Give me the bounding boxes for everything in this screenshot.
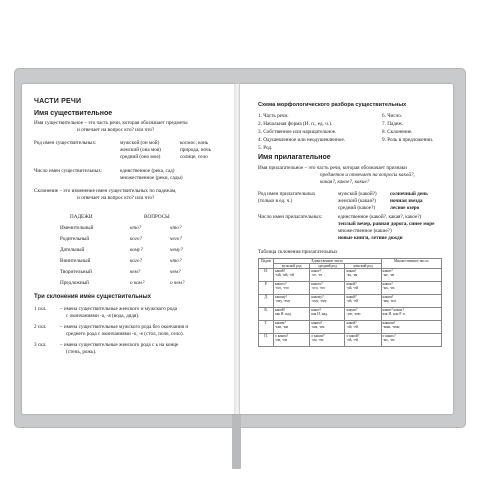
page-title: ЧАСТИ РЕЧИ bbox=[34, 98, 82, 105]
adj-gender-label: (только в ед. ч.) bbox=[258, 198, 293, 204]
case-name: Дательный bbox=[60, 247, 85, 253]
adj-gender-item: мужской (какой?) bbox=[338, 191, 377, 197]
three-declensions-heading: Три склонения имен существительных bbox=[34, 294, 151, 300]
table-row bbox=[259, 321, 442, 334]
table-cell-masc: какой? как И. над. bbox=[274, 308, 310, 321]
scheme-step: 2. Начальная форма (И. п., ед. ч.). bbox=[258, 121, 333, 127]
table-header-masc: мужской род bbox=[274, 264, 310, 269]
adj-number-example: теплый вечер, равная дорога, синее море bbox=[338, 221, 435, 227]
adj-gender-example: лесное озеро bbox=[390, 205, 420, 211]
declension-text: – имена существительные женского рода с ь на конце bbox=[60, 342, 179, 348]
declension-definition-line2: и отвечает на вопрос кто? или что? bbox=[77, 195, 155, 201]
table-cell-case: Т. bbox=[259, 321, 274, 334]
gender-item: женский (она моя) bbox=[120, 147, 161, 153]
number-item: множественное (реки, сады) bbox=[120, 175, 183, 181]
declension-definition-line1: Склонение – это изменение имен существительных по падежам, bbox=[34, 188, 177, 194]
table-cell-plural: о каких? -ых, -их bbox=[381, 334, 441, 347]
table-cell-fem: какой? -ой, -ей bbox=[345, 282, 381, 295]
gender-example: космос, конь bbox=[180, 140, 209, 146]
case-name: Творительный bbox=[60, 269, 92, 275]
noun-heading: Имя существительное bbox=[34, 110, 113, 117]
table-cell-neut: какое? -ое, -ее bbox=[310, 269, 345, 282]
table-cell-fem: о какой? -ой, -ей bbox=[345, 334, 381, 347]
table-cell-masc: каким? -ым, -им bbox=[274, 321, 310, 334]
case-question: чем? bbox=[170, 269, 181, 275]
gender-example: природа, ночь bbox=[180, 147, 211, 153]
scheme-step: 1. Часть речи. bbox=[258, 113, 289, 119]
table-cell-case: Р. bbox=[259, 282, 274, 295]
adjective-heading: Имя прилагательное bbox=[258, 154, 331, 161]
gender-example: солнце, село bbox=[180, 154, 208, 160]
left-page bbox=[22, 84, 235, 414]
table-cell-plural: какие? каких? как И. или Р. п. bbox=[381, 308, 441, 321]
declension-label: 1 скл. bbox=[34, 306, 47, 312]
table-cell-neut: какого? -ого, -его bbox=[310, 282, 345, 295]
declension-text: среднего рода с окончаниями -о, -е (стол, поле, село). bbox=[66, 331, 184, 337]
table-cell-plural: какими? -ыми, -ими bbox=[381, 321, 441, 334]
gender-item: мужской (он мой) bbox=[120, 140, 160, 146]
scheme-step: 6. Число. bbox=[382, 113, 403, 119]
case-question: что? bbox=[170, 258, 182, 264]
scheme-step: 5. Род. bbox=[258, 145, 273, 151]
table-header-singular: Единственное число bbox=[274, 259, 382, 264]
adjective-definition: предметов и отвечает на вопросы какой?, bbox=[320, 172, 415, 178]
table-row bbox=[259, 308, 442, 321]
table-cell-case: В. bbox=[259, 308, 274, 321]
adj-number-item: множественное (какие?) bbox=[338, 228, 392, 234]
table-cell-masc: какого? -ого, -его bbox=[274, 282, 310, 295]
adj-number-item: единственное (какой?, какая?, какое?) bbox=[338, 214, 422, 220]
case-question: кто? bbox=[130, 225, 142, 231]
case-name: Винительный bbox=[60, 258, 91, 264]
declension-label: 2 скл. bbox=[34, 324, 47, 330]
table-cell-fem: какой? -ой, -ей bbox=[345, 321, 381, 334]
right-page bbox=[240, 84, 453, 414]
case-name: Именительный bbox=[60, 225, 94, 231]
case-question: что? bbox=[170, 225, 182, 231]
declension-text: – имена существительные мужского рода без окончания и bbox=[60, 324, 189, 330]
case-question: кому? bbox=[130, 247, 143, 253]
scheme-step: 8. Склонение. bbox=[382, 129, 413, 135]
scheme-heading: Схема морфологического разбора существительных bbox=[258, 102, 407, 108]
table-row bbox=[259, 282, 442, 295]
table-row bbox=[259, 334, 442, 347]
adj-gender-example: ночная звезда bbox=[390, 198, 423, 204]
number-item: единственное (река, сад) bbox=[120, 168, 175, 174]
table-header-case: Падеж bbox=[259, 259, 274, 269]
table-cell-case: П. bbox=[259, 334, 274, 347]
table-cell-plural: какие? -ые, -ие bbox=[381, 269, 441, 282]
gender-label: Род имен существительных: bbox=[34, 140, 97, 146]
table-cell-masc: какому? -ому, -ему bbox=[274, 295, 310, 308]
questions-header: ВОПРОСЫ bbox=[144, 214, 170, 220]
table-cell-plural: каких? -ых, -их bbox=[381, 282, 441, 295]
number-label: Число имен существительных: bbox=[34, 168, 103, 174]
declension-table bbox=[258, 258, 442, 347]
case-question: о чем? bbox=[170, 280, 185, 286]
declension-text: с окончаниями -а, -я (вода, дядя). bbox=[66, 313, 140, 319]
adj-gender-item: средний (какое?) bbox=[338, 205, 376, 211]
table-cell-masc: какой? -ый, -ий, -ой bbox=[274, 269, 310, 282]
table-cell-plural: каким? -ым, -им bbox=[381, 295, 441, 308]
case-question: кого? bbox=[130, 236, 143, 242]
declension-text: – имена существительные женского и мужского рода bbox=[60, 306, 178, 312]
table-header-neut: средний род bbox=[310, 264, 345, 269]
declension-label: 3 скл. bbox=[34, 342, 47, 348]
adj-number-example: новые книги, летние дожди bbox=[338, 235, 403, 241]
case-question: кем? bbox=[130, 269, 141, 275]
table-title: Таблица склонения прилагательных bbox=[258, 249, 338, 255]
declension-text: (степь, рожь). bbox=[66, 349, 97, 355]
table-cell-fem: какая? -ая, -яя bbox=[345, 269, 381, 282]
adj-number-label: Число имен прилагательных: bbox=[258, 214, 323, 220]
table-cell-neut: какому? -ому, -ему bbox=[310, 295, 345, 308]
scheme-step: 3. Собственное или нарицательное. bbox=[258, 129, 337, 135]
gender-item: средний (оно мое) bbox=[120, 154, 161, 160]
adj-gender-item: женский (какая?) bbox=[338, 198, 376, 204]
table-cell-neut: о каком? -ом, -ем bbox=[310, 334, 345, 347]
adjective-definition: какая?, какое?, какие? bbox=[320, 179, 370, 185]
table-cell-case: И. bbox=[259, 269, 274, 282]
adjective-definition: Имя прилагательное – это часть речи, которая обозначает признаки bbox=[258, 165, 407, 171]
table-cell-neut: каким? -ым, -им bbox=[310, 321, 345, 334]
adj-gender-example: солнечный день bbox=[390, 191, 428, 197]
case-question: чего? bbox=[170, 236, 182, 242]
noun-definition-line2: и отвечает на вопрос кто? или что? bbox=[77, 127, 155, 133]
case-name: Родительный bbox=[60, 236, 90, 242]
scheme-step: 9. Роль в предложении. bbox=[382, 137, 434, 143]
case-name: Предложный bbox=[60, 280, 89, 286]
noun-definition-line1: Имя существительное – это часть речи, которая обозначает предметы bbox=[34, 120, 188, 126]
table-cell-fem: какую? -ую, -юю bbox=[345, 308, 381, 321]
case-question: чему? bbox=[170, 247, 183, 253]
case-question: о ком? bbox=[130, 280, 145, 286]
table-cell-masc: о каком? -ом, -ем bbox=[274, 334, 310, 347]
adj-gender-label: Род имен прилагательных bbox=[258, 191, 316, 197]
table-row bbox=[259, 269, 442, 282]
case-question: кого? bbox=[130, 258, 143, 264]
scheme-step: 7. Падеж. bbox=[382, 121, 404, 127]
declension-table-body bbox=[259, 269, 442, 347]
table-header-fem: женский род bbox=[345, 264, 381, 269]
table-cell-fem: какой? -ой, -ей bbox=[345, 295, 381, 308]
scheme-step: 4. Одушевленное или неодушевленное. bbox=[258, 137, 346, 143]
table-cell-neut: какое? как И. над. bbox=[310, 308, 345, 321]
table-row bbox=[259, 295, 442, 308]
cases-header: ПАДЕЖИ bbox=[70, 214, 93, 220]
table-header-plural: Множественное число bbox=[381, 259, 441, 269]
table-cell-case: Д. bbox=[259, 295, 274, 308]
